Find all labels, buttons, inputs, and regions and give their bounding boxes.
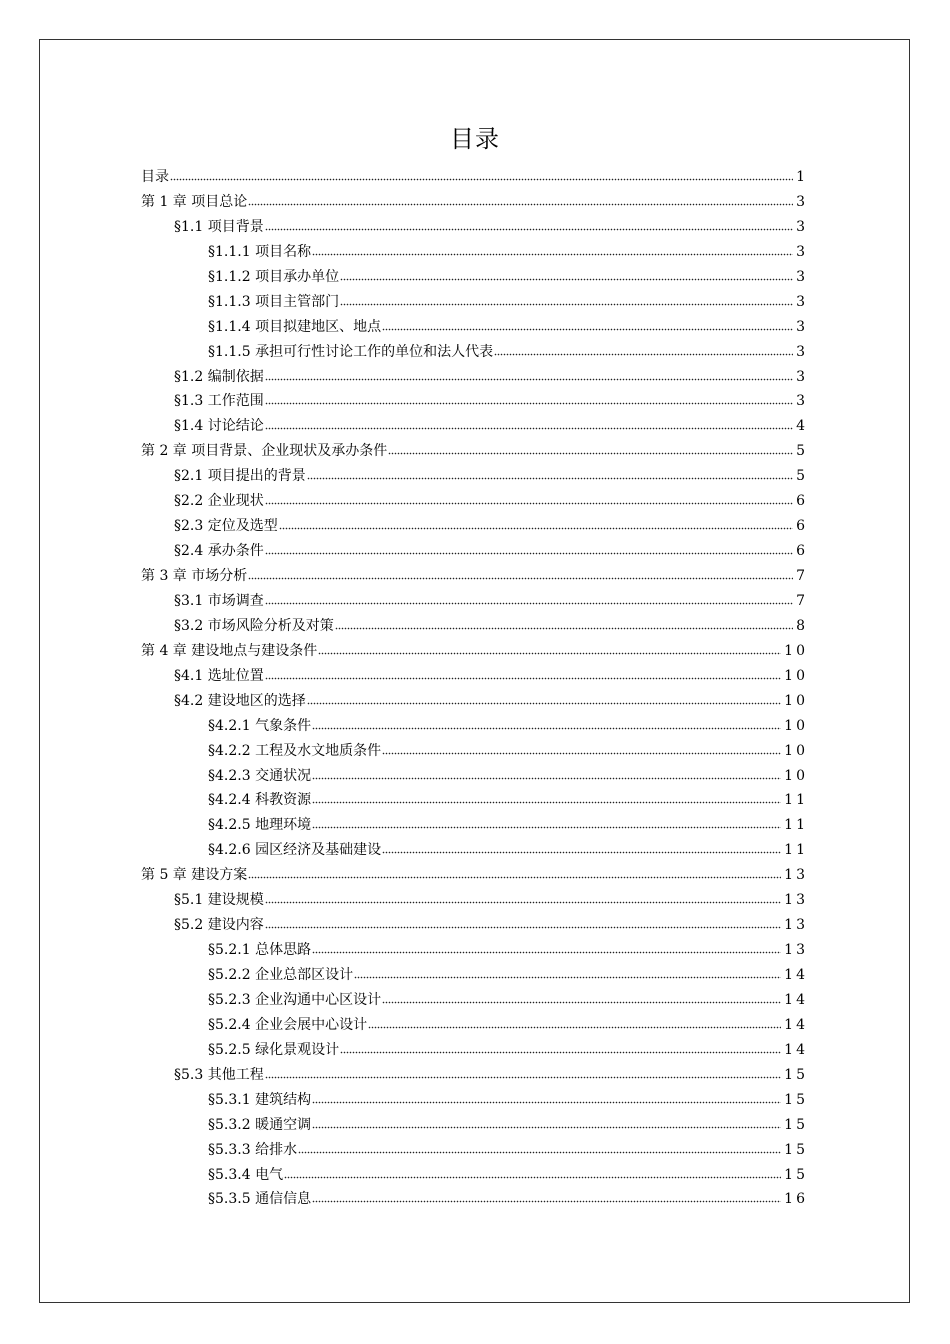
toc-entry-title: §2.1 项目提出的背景 bbox=[174, 468, 306, 485]
toc-entry-title: §4.2.1 气象条件 bbox=[208, 717, 312, 734]
toc-entry-title: 第 2 章 项目背景、企业现状及承办条件 bbox=[141, 443, 388, 460]
toc-dot-leader bbox=[248, 873, 781, 879]
toc-entry[interactable] bbox=[141, 489, 808, 514]
toc-entry[interactable] bbox=[141, 589, 808, 614]
toc-page-number: 15 bbox=[784, 1091, 808, 1108]
toc-dot-leader bbox=[340, 275, 793, 281]
toc-dot-leader bbox=[265, 674, 781, 680]
toc-entry[interactable] bbox=[141, 1163, 808, 1188]
toc-dot-leader bbox=[312, 823, 781, 829]
toc-page-number: 3 bbox=[796, 218, 808, 235]
toc-page-number: 10 bbox=[784, 667, 808, 684]
toc-entry-title: §5.2.5 绿化景观设计 bbox=[208, 1041, 340, 1058]
toc-entry-title: §5.2.4 企业会展中心设计 bbox=[208, 1016, 368, 1033]
toc-dot-leader bbox=[368, 1023, 781, 1029]
toc-entry[interactable] bbox=[141, 290, 808, 315]
toc-page-number: 7 bbox=[796, 568, 808, 584]
toc-entry-title: §5.1 建设规模 bbox=[174, 892, 264, 909]
toc-dot-leader bbox=[354, 973, 781, 979]
toc-dot-leader bbox=[279, 524, 793, 530]
toc-dot-leader bbox=[340, 300, 793, 306]
toc-page-number: 10 bbox=[784, 692, 808, 709]
toc-entry[interactable] bbox=[141, 739, 808, 764]
toc-page-number: 3 bbox=[796, 393, 808, 410]
toc-dot-leader bbox=[382, 325, 793, 331]
toc-entry[interactable] bbox=[141, 539, 808, 564]
toc-entry-title: §1.1.1 项目名称 bbox=[208, 243, 312, 260]
toc-entry[interactable] bbox=[141, 913, 808, 938]
toc-entry-title: §4.2.3 交通状况 bbox=[208, 767, 312, 784]
toc-entry[interactable] bbox=[141, 689, 808, 714]
toc-dot-leader bbox=[335, 624, 793, 630]
toc-entry-title: §5.2.2 企业总部区设计 bbox=[208, 967, 354, 983]
toc-dot-leader bbox=[265, 599, 793, 605]
toc-dot-leader bbox=[284, 1173, 781, 1179]
toc-entry-title: §5.3.1 建筑结构 bbox=[208, 1091, 312, 1108]
toc-page-number: 13 bbox=[784, 892, 808, 909]
toc-page-number: 6 bbox=[796, 518, 808, 535]
toc-page-number: 10 bbox=[784, 742, 808, 759]
toc-entry-title: §1.2 编制依据 bbox=[174, 368, 264, 385]
toc-dot-leader bbox=[265, 424, 793, 430]
toc-entry[interactable] bbox=[141, 714, 808, 739]
toc-page-number: 11 bbox=[784, 842, 808, 859]
toc-dot-leader bbox=[265, 923, 781, 929]
toc-entry[interactable] bbox=[141, 315, 808, 340]
toc-entry[interactable] bbox=[141, 389, 808, 414]
toc-page-number: 3 bbox=[796, 243, 808, 260]
toc-dot-leader bbox=[312, 1197, 781, 1203]
toc-dot-leader bbox=[312, 1098, 781, 1104]
toc-page-number: 3 bbox=[796, 268, 808, 285]
toc-page-number: 11 bbox=[784, 792, 808, 809]
toc-dot-leader bbox=[312, 774, 781, 780]
toc-entry-title: §4.2.5 地理环境 bbox=[208, 817, 312, 834]
toc-dot-leader bbox=[388, 449, 793, 455]
toc-entry[interactable] bbox=[141, 1113, 808, 1138]
toc-entry-title: §1.1.4 项目拟建地区、地点 bbox=[208, 318, 382, 335]
toc-page-number: 3 bbox=[796, 193, 808, 210]
toc-entry-title: 第 1 章 项目总论 bbox=[141, 193, 248, 210]
toc-dot-leader bbox=[312, 250, 793, 256]
toc-entry-title: §1.1.5 承担可行性讨论工作的单位和法人代表 bbox=[208, 343, 494, 360]
toc-entry-title: §5.3.4 电气 bbox=[208, 1166, 284, 1183]
toc-entry-title: 第 4 章 建设地点与建设条件 bbox=[141, 642, 318, 659]
toc-entry[interactable] bbox=[141, 215, 808, 240]
toc-page-number: 15 bbox=[784, 1166, 808, 1183]
toc-dot-leader bbox=[265, 399, 793, 405]
toc-dot-leader bbox=[340, 1048, 781, 1054]
toc-entry-title: 第 3 章 市场分析 bbox=[141, 568, 248, 584]
toc-page-number: 3 bbox=[796, 318, 808, 335]
toc-dot-leader bbox=[265, 225, 793, 231]
toc-entry[interactable] bbox=[141, 1038, 808, 1063]
toc-dot-leader bbox=[265, 549, 793, 555]
toc-entry-title: §2.3 定位及选型 bbox=[174, 518, 278, 535]
toc-entry[interactable] bbox=[141, 265, 808, 290]
toc-dot-leader bbox=[248, 200, 793, 206]
toc-dot-leader bbox=[265, 499, 793, 505]
toc-entry[interactable] bbox=[141, 639, 808, 664]
toc-entry-title: §2.4 承办条件 bbox=[174, 543, 264, 560]
toc-dot-leader bbox=[307, 474, 793, 480]
toc-page-number: 14 bbox=[784, 991, 808, 1008]
toc-entry-title: §5.3.2 暖通空调 bbox=[208, 1116, 312, 1133]
toc-page-number: 14 bbox=[784, 1016, 808, 1033]
toc-entry-title: §4.2 建设地区的选择 bbox=[174, 692, 306, 709]
toc-page-number: 13 bbox=[784, 942, 808, 959]
toc-entry[interactable] bbox=[141, 414, 808, 439]
toc-page-number: 14 bbox=[784, 1041, 808, 1058]
toc-entry[interactable] bbox=[141, 190, 808, 215]
toc-page-number: 11 bbox=[784, 817, 808, 834]
toc-dot-leader bbox=[382, 998, 781, 1004]
toc-entry[interactable] bbox=[141, 165, 808, 190]
toc-dot-leader bbox=[248, 574, 793, 580]
toc-dot-leader bbox=[265, 375, 793, 381]
toc-entry-title: §1.1 项目背景 bbox=[174, 218, 264, 235]
toc-page-number: 6 bbox=[796, 543, 808, 560]
toc-page-number: 10 bbox=[784, 717, 808, 734]
toc-entry-title: §1.3 工作范围 bbox=[174, 393, 264, 410]
toc-page-number: 7 bbox=[796, 592, 808, 609]
toc-page-number: 5 bbox=[796, 443, 808, 460]
toc-entry[interactable] bbox=[141, 240, 808, 265]
toc-entry-title: §5.2 建设内容 bbox=[174, 917, 264, 934]
toc-entry-title: §4.2.4 科教资源 bbox=[208, 792, 312, 809]
toc-entry[interactable] bbox=[141, 813, 808, 838]
toc-entry[interactable] bbox=[141, 888, 808, 913]
toc-entry-title: §2.2 企业现状 bbox=[174, 493, 264, 510]
toc-entry[interactable] bbox=[141, 863, 808, 888]
toc-entry-title: §1.1.2 项目承办单位 bbox=[208, 268, 340, 285]
toc-entry[interactable] bbox=[141, 564, 808, 589]
toc-page-number: 13 bbox=[784, 867, 808, 884]
toc-entry[interactable] bbox=[141, 764, 808, 789]
toc-entry[interactable] bbox=[141, 938, 808, 963]
toc-entry-title: §5.3 其他工程 bbox=[174, 1066, 264, 1083]
toc-entry[interactable] bbox=[141, 439, 808, 464]
toc-entry[interactable] bbox=[141, 614, 808, 639]
toc-dot-leader bbox=[298, 1148, 781, 1154]
toc-entry[interactable] bbox=[141, 1063, 808, 1088]
toc-entry[interactable] bbox=[141, 1187, 808, 1212]
toc-list bbox=[141, 165, 808, 1212]
toc-page-number: 3 bbox=[796, 293, 808, 310]
toc-entry-title: §5.3.3 给排水 bbox=[208, 1141, 298, 1158]
toc-page-number: 4 bbox=[796, 418, 808, 435]
toc-page-number: 15 bbox=[784, 1141, 808, 1158]
toc-dot-leader bbox=[265, 898, 781, 904]
toc-dot-leader bbox=[312, 798, 781, 804]
toc-entry[interactable] bbox=[141, 664, 808, 689]
toc-entry[interactable] bbox=[141, 1088, 808, 1113]
toc-entry[interactable] bbox=[141, 340, 808, 365]
toc-entry-title: §3.1 市场调查 bbox=[174, 592, 264, 609]
toc-page-number: 3 bbox=[796, 343, 808, 360]
toc-page-number: 14 bbox=[784, 967, 808, 983]
toc-entry[interactable] bbox=[141, 988, 808, 1013]
toc-page-number: 10 bbox=[784, 642, 808, 659]
toc-entry-title: §5.3.5 通信信息 bbox=[208, 1191, 312, 1208]
toc-dot-leader bbox=[312, 724, 781, 730]
toc-entry-title: §4.1 选址位置 bbox=[174, 667, 264, 684]
toc-page-number: 16 bbox=[784, 1191, 808, 1208]
toc-page-number: 1 bbox=[796, 169, 808, 185]
toc-entry-title: §4.2.6 园区经济及基础建设 bbox=[208, 842, 382, 859]
toc-entry[interactable] bbox=[141, 514, 808, 539]
toc-page-number: 15 bbox=[784, 1066, 808, 1083]
toc-dot-leader bbox=[307, 699, 781, 705]
toc-page-number: 8 bbox=[796, 617, 808, 634]
toc-page-number: 6 bbox=[796, 493, 808, 510]
toc-entry[interactable] bbox=[141, 788, 808, 813]
toc-page-number: 10 bbox=[784, 767, 808, 784]
toc-page-number: 5 bbox=[796, 468, 808, 485]
toc-dot-leader bbox=[318, 649, 781, 655]
toc-entry[interactable] bbox=[141, 365, 808, 390]
toc-entry[interactable] bbox=[141, 1013, 808, 1038]
toc-entry-title: §1.1.3 项目主管部门 bbox=[208, 293, 340, 310]
toc-entry[interactable] bbox=[141, 963, 808, 988]
toc-dot-leader bbox=[494, 350, 793, 356]
toc-entry-title: 第 5 章 建设方案 bbox=[141, 867, 248, 884]
toc-entry-title: §3.2 市场风险分析及对策 bbox=[174, 617, 334, 634]
toc-dot-leader bbox=[265, 1073, 781, 1079]
toc-title: 目录 bbox=[450, 125, 500, 153]
toc-page-number: 13 bbox=[784, 917, 808, 934]
toc-dot-leader bbox=[312, 948, 781, 954]
toc-entry-title: §1.4 讨论结论 bbox=[174, 418, 264, 435]
toc-entry[interactable] bbox=[141, 1138, 808, 1163]
toc-dot-leader bbox=[382, 749, 781, 755]
toc-entry-title: §5.2.3 企业沟通中心区设计 bbox=[208, 991, 382, 1008]
toc-entry[interactable] bbox=[141, 464, 808, 489]
toc-dot-leader bbox=[312, 1123, 781, 1129]
toc-dot-leader bbox=[170, 175, 793, 181]
toc-entry-title: §4.2.2 工程及水文地质条件 bbox=[208, 742, 382, 759]
toc-page-number: 3 bbox=[796, 368, 808, 385]
toc-entry[interactable] bbox=[141, 838, 808, 863]
toc-entry-title: §5.2.1 总体思路 bbox=[208, 942, 312, 959]
toc-page-number: 15 bbox=[784, 1116, 808, 1133]
toc-entry-title: 目录 bbox=[141, 169, 169, 185]
toc-dot-leader bbox=[382, 848, 781, 854]
